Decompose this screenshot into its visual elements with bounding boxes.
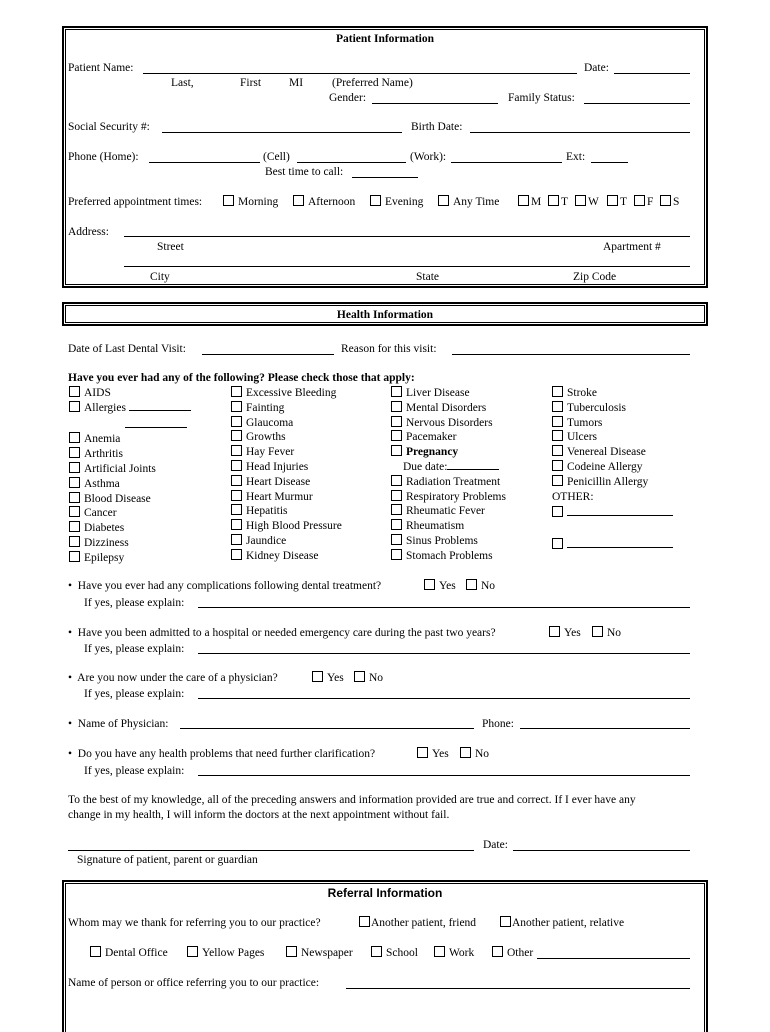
- condition-checkbox[interactable]: [552, 401, 563, 412]
- condition-item[interactable]: [69, 386, 191, 401]
- conditions-col-4: [552, 386, 673, 553]
- attestation-line-2: change in my health, I will inform the doctors at the next appointment without fail.: [68, 809, 450, 821]
- signature-date-label: Date:: [483, 839, 508, 851]
- yes-label: Yes: [432, 748, 449, 760]
- no-label: No: [607, 627, 622, 639]
- time-option-morning[interactable]: [223, 195, 278, 209]
- reason-label: Reason for this visit:: [341, 343, 437, 355]
- condition-checkbox[interactable]: [231, 386, 242, 397]
- day-checkbox[interactable]: [634, 195, 645, 206]
- phone-work-label: (Work):: [410, 151, 447, 163]
- condition-label: Epilepsy: [84, 551, 125, 564]
- referral-relative-option[interactable]: [500, 916, 624, 930]
- q4-no[interactable]: [460, 747, 489, 761]
- last-visit-field[interactable]: [202, 354, 334, 355]
- day-label: T: [561, 196, 569, 208]
- q2-explain-label: If yes, please explain:: [84, 643, 185, 655]
- condition-item[interactable]: [231, 445, 342, 460]
- source-yellow-pages[interactable]: [187, 946, 264, 960]
- birth-date-label: Birth Date:: [411, 121, 463, 133]
- q4-explain-field[interactable]: [198, 775, 690, 776]
- condition-label: Codeine Allergy: [567, 460, 643, 473]
- reason-field[interactable]: [452, 354, 690, 355]
- evening-label: Evening: [385, 196, 424, 208]
- condition-item[interactable]: [391, 519, 506, 534]
- condition-checkbox[interactable]: [69, 432, 80, 443]
- physician-phone-label: Phone:: [482, 718, 514, 730]
- source-school[interactable]: [371, 946, 418, 960]
- condition-label: Mental Disorders: [406, 401, 487, 414]
- day-checkbox[interactable]: [518, 195, 529, 206]
- time-option-afternoon[interactable]: [293, 195, 355, 209]
- condition-checkbox[interactable]: [69, 492, 80, 503]
- other-item-2[interactable]: [552, 536, 673, 553]
- condition-checkbox[interactable]: [391, 519, 402, 530]
- condition-item[interactable]: [231, 490, 342, 505]
- condition-item[interactable]: [231, 519, 342, 534]
- condition-item[interactable]: [69, 447, 191, 462]
- condition-checkbox[interactable]: [391, 416, 402, 427]
- anytime-checkbox[interactable]: [438, 195, 449, 206]
- condition-item[interactable]: [69, 432, 191, 447]
- ssn-field[interactable]: [162, 132, 402, 133]
- ext-label: Ext:: [566, 151, 586, 163]
- condition-item[interactable]: [552, 386, 673, 401]
- condition-label: Heart Murmur: [246, 490, 313, 503]
- physician-name-row: • Name of Physician:: [68, 718, 169, 730]
- condition-item[interactable]: [231, 430, 342, 445]
- day-checkbox[interactable]: [575, 195, 586, 206]
- question-text: Do you have any health problems that need further clarification?: [77, 748, 376, 760]
- condition-label: Tuberculosis: [567, 401, 626, 414]
- day-option-s[interactable]: [660, 195, 679, 209]
- condition-label: High Blood Pressure: [246, 520, 342, 533]
- condition-item[interactable]: [69, 477, 191, 492]
- question-hospital: • Have you been admitted to a hospital or needed emergency care during the past two years?: [68, 627, 496, 639]
- condition-label: Respiratory Problems: [406, 490, 506, 503]
- afternoon-checkbox[interactable]: [293, 195, 304, 206]
- source-checkbox[interactable]: [434, 946, 445, 957]
- family-status-label: Family Status:: [508, 92, 575, 104]
- question-text: Have you ever had any complications following dental treatment?: [77, 580, 382, 592]
- condition-label: Heart Disease: [246, 475, 311, 488]
- source-checkbox[interactable]: [371, 946, 382, 957]
- street-field[interactable]: [124, 236, 690, 237]
- attestation-line-1: To the best of my knowledge, all of the preceding answers and information provided are true and correct. If I ever have any: [68, 794, 636, 806]
- conditions-question: Have you ever had any of the following? Please check those that apply:: [68, 372, 415, 384]
- condition-label: AIDS: [84, 387, 111, 399]
- condition-item[interactable]: [391, 504, 506, 519]
- condition-item[interactable]: [69, 551, 191, 566]
- conditions-col-2: [231, 386, 342, 564]
- birth-date-field[interactable]: [470, 132, 690, 133]
- city-label: City: [150, 271, 170, 283]
- condition-checkbox[interactable]: [391, 549, 402, 560]
- condition-item[interactable]: [231, 401, 342, 416]
- due-date-row[interactable]: [391, 460, 506, 475]
- condition-item[interactable]: [391, 430, 506, 445]
- source-work[interactable]: [434, 946, 474, 960]
- condition-item[interactable]: [552, 475, 673, 490]
- day-option-t[interactable]: [548, 195, 568, 209]
- condition-item[interactable]: [391, 475, 506, 490]
- other-field[interactable]: [567, 504, 673, 516]
- q2-explain-field[interactable]: [198, 653, 690, 654]
- q2-no[interactable]: [592, 626, 621, 640]
- last-label: Last,: [171, 77, 194, 89]
- no-label: No: [475, 748, 490, 760]
- no-checkbox[interactable]: [354, 671, 365, 682]
- condition-checkbox[interactable]: [231, 490, 242, 501]
- condition-checkbox[interactable]: [391, 386, 402, 397]
- condition-label: Growths: [246, 431, 286, 444]
- relative-checkbox[interactable]: [500, 916, 511, 927]
- condition-label: Stroke: [567, 387, 598, 399]
- condition-checkbox[interactable]: [552, 445, 563, 456]
- condition-label: Penicillin Allergy: [567, 475, 649, 488]
- yes-checkbox[interactable]: [424, 579, 435, 590]
- referrer-name-label: Name of person or office referring you to our practice:: [68, 977, 320, 989]
- other-checkbox[interactable]: [552, 506, 563, 517]
- condition-checkbox[interactable]: [391, 445, 402, 456]
- best-time-field[interactable]: [352, 177, 418, 178]
- q3-no[interactable]: [354, 671, 383, 685]
- time-option-anytime[interactable]: [438, 195, 499, 209]
- condition-checkbox[interactable]: [69, 551, 80, 562]
- condition-label: Venereal Disease: [567, 446, 646, 459]
- condition-label: Fainting: [246, 401, 285, 414]
- gender-field[interactable]: [372, 103, 498, 104]
- referral-info-title: Referral Information: [327, 886, 443, 900]
- source-label: Other: [507, 947, 534, 959]
- evening-checkbox[interactable]: [370, 195, 381, 206]
- day-label: T: [620, 196, 628, 208]
- yes-label: Yes: [564, 627, 581, 639]
- signature-field[interactable]: [68, 850, 474, 851]
- no-label: No: [369, 672, 384, 684]
- condition-checkbox[interactable]: [231, 416, 242, 427]
- source-other-field[interactable]: [537, 958, 690, 959]
- phone-home-label: Phone (Home):: [68, 151, 139, 163]
- condition-item[interactable]: [231, 386, 342, 401]
- patient-name-field[interactable]: [143, 73, 577, 74]
- condition-item[interactable]: [391, 549, 506, 564]
- condition-item[interactable]: [231, 460, 342, 475]
- condition-checkbox[interactable]: [69, 401, 80, 412]
- condition-checkbox[interactable]: [391, 534, 402, 545]
- source-newspaper[interactable]: [286, 946, 353, 960]
- condition-item[interactable]: [391, 416, 506, 431]
- condition-label: Cancer: [84, 507, 117, 520]
- ext-field[interactable]: [591, 162, 628, 163]
- condition-checkbox[interactable]: [391, 401, 402, 412]
- condition-checkbox[interactable]: [231, 549, 242, 560]
- source-label: School: [386, 947, 418, 959]
- apartment-label: Apartment #: [603, 241, 661, 253]
- condition-item[interactable]: [552, 401, 673, 416]
- condition-label: Hepatitis: [246, 505, 288, 518]
- time-option-evening[interactable]: [370, 195, 423, 209]
- ssn-label: Social Security #:: [68, 121, 150, 133]
- condition-checkbox[interactable]: [69, 506, 80, 517]
- source-checkbox[interactable]: [187, 946, 198, 957]
- q3-yes[interactable]: [312, 671, 344, 685]
- physician-phone-field[interactable]: [520, 728, 690, 729]
- state-label: State: [416, 271, 439, 283]
- address-label: Address:: [68, 226, 109, 238]
- question-text: Are you now under the care of a physician?: [77, 672, 278, 684]
- yes-checkbox[interactable]: [417, 747, 428, 758]
- q1-explain-field[interactable]: [198, 607, 690, 608]
- condition-checkbox[interactable]: [231, 534, 242, 545]
- source-other[interactable]: [492, 946, 533, 960]
- condition-label: Asthma: [84, 477, 120, 490]
- last-visit-label: Date of Last Dental Visit:: [68, 343, 186, 355]
- q4-explain-label: If yes, please explain:: [84, 765, 185, 777]
- condition-checkbox[interactable]: [69, 462, 80, 473]
- condition-item[interactable]: [231, 504, 342, 519]
- condition-item[interactable]: [69, 506, 191, 521]
- signature-label: Signature of patient, parent or guardian: [77, 854, 258, 866]
- referrer-name-field[interactable]: [346, 988, 690, 989]
- q2-yes[interactable]: [549, 626, 581, 640]
- yes-checkbox[interactable]: [312, 671, 323, 682]
- source-checkbox[interactable]: [492, 946, 503, 957]
- condition-item[interactable]: [69, 462, 191, 477]
- relative-label: Another patient, relative: [512, 917, 625, 929]
- condition-label: Anemia: [84, 433, 121, 446]
- condition-checkbox[interactable]: [69, 536, 80, 547]
- condition-item[interactable]: [552, 416, 673, 431]
- q1-explain-label: If yes, please explain:: [84, 597, 185, 609]
- day-label: M: [531, 196, 542, 208]
- source-dental-office[interactable]: [90, 946, 168, 960]
- condition-item[interactable]: [391, 386, 506, 401]
- referral-friend-option[interactable]: [359, 916, 476, 930]
- condition-checkbox[interactable]: [231, 519, 242, 530]
- condition-label: Sinus Problems: [406, 534, 478, 547]
- condition-item[interactable]: [391, 534, 506, 549]
- patient-name-label: Patient Name:: [68, 62, 134, 74]
- condition-checkbox[interactable]: [552, 386, 563, 397]
- condition-checkbox[interactable]: [552, 460, 563, 471]
- other-item-1[interactable]: [552, 504, 673, 521]
- question-complications: • Have you ever had any complications following dental treatment?: [68, 580, 382, 592]
- question-physician-care: • Are you now under the care of a physician?: [68, 672, 278, 684]
- condition-label: Nervous Disorders: [406, 416, 493, 429]
- date-field[interactable]: [614, 73, 690, 74]
- q3-explain-label: If yes, please explain:: [84, 688, 185, 700]
- other-field[interactable]: [567, 536, 673, 548]
- question-text: Have you been admitted to a hospital or needed emergency care during the past two years?: [77, 627, 496, 639]
- referral-question: Whom may we thank for referring you to our practice?: [68, 917, 321, 929]
- allergies-field-2[interactable]: [69, 416, 191, 433]
- no-checkbox[interactable]: [466, 579, 477, 590]
- no-label: No: [481, 580, 496, 592]
- source-label: Yellow Pages: [202, 947, 265, 959]
- day-option-m[interactable]: [518, 195, 541, 209]
- condition-checkbox[interactable]: [231, 430, 242, 441]
- physician-name-field[interactable]: [180, 728, 474, 729]
- physician-label: Name of Physician:: [77, 718, 169, 730]
- health-info-title: Health Information: [336, 309, 434, 321]
- source-label: Dental Office: [105, 947, 168, 959]
- q1-no[interactable]: [466, 579, 495, 593]
- condition-label: Glaucoma: [246, 416, 294, 429]
- day-label: F: [647, 196, 654, 208]
- q3-explain-field[interactable]: [198, 698, 690, 699]
- condition-item[interactable]: [552, 430, 673, 445]
- q1-yes[interactable]: [424, 579, 456, 593]
- day-option-w[interactable]: [575, 195, 599, 209]
- gender-label: Gender:: [329, 92, 367, 104]
- question-clarification: • Do you have any health problems that need further clarification?: [68, 748, 376, 760]
- preferred-name-label: (Preferred Name): [332, 77, 413, 89]
- first-label: First: [240, 77, 262, 89]
- condition-label: Arthritis: [84, 448, 123, 461]
- condition-label: Head Injuries: [246, 460, 309, 473]
- condition-checkbox[interactable]: [391, 430, 402, 441]
- condition-checkbox[interactable]: [69, 477, 80, 488]
- condition-checkbox[interactable]: [391, 490, 402, 501]
- condition-item[interactable]: [69, 492, 191, 507]
- day-label: S: [673, 196, 680, 208]
- condition-label: Artificial Joints: [84, 462, 156, 475]
- due-date-field[interactable]: [447, 469, 499, 470]
- yes-checkbox[interactable]: [549, 626, 560, 637]
- day-checkbox[interactable]: [548, 195, 559, 206]
- condition-checkbox[interactable]: [231, 460, 242, 471]
- condition-item[interactable]: [552, 445, 673, 460]
- signature-date-field[interactable]: [513, 850, 690, 851]
- condition-item[interactable]: [69, 401, 191, 416]
- yes-label: Yes: [327, 672, 344, 684]
- condition-checkbox[interactable]: [231, 475, 242, 486]
- phone-home-field[interactable]: [149, 162, 260, 163]
- best-time-label: Best time to call:: [265, 166, 344, 178]
- condition-label: Tumors: [567, 416, 603, 429]
- condition-item[interactable]: [231, 549, 342, 564]
- condition-checkbox[interactable]: [69, 521, 80, 532]
- mi-label: MI: [289, 77, 304, 89]
- condition-item[interactable]: [552, 460, 673, 475]
- condition-item[interactable]: [391, 401, 506, 416]
- condition-checkbox[interactable]: [69, 386, 80, 397]
- condition-item[interactable]: [69, 536, 191, 551]
- condition-checkbox[interactable]: [552, 475, 563, 486]
- patient-info-title: Patient Information: [335, 33, 435, 45]
- condition-checkbox[interactable]: [552, 416, 563, 427]
- phone-cell-label: (Cell): [263, 151, 290, 163]
- source-checkbox[interactable]: [286, 946, 297, 957]
- condition-label: Liver Disease: [406, 387, 470, 399]
- condition-checkbox[interactable]: [231, 401, 242, 412]
- yes-label: Yes: [439, 580, 456, 592]
- condition-item[interactable]: [231, 534, 342, 549]
- conditions-col-1: [69, 386, 191, 566]
- condition-checkbox[interactable]: [231, 445, 242, 456]
- source-label: Newspaper: [301, 947, 353, 959]
- condition-label: Excessive Bleeding: [246, 387, 337, 399]
- no-checkbox[interactable]: [592, 626, 603, 637]
- condition-item[interactable]: [231, 416, 342, 431]
- condition-label: Pacemaker: [406, 431, 457, 444]
- condition-label: Allergies: [84, 401, 126, 414]
- family-status-field[interactable]: [584, 103, 690, 104]
- zip-label: Zip Code: [573, 271, 617, 283]
- condition-label: Dizziness: [84, 536, 129, 549]
- other-label: OTHER:: [552, 490, 594, 503]
- morning-checkbox[interactable]: [223, 195, 234, 206]
- source-checkbox[interactable]: [90, 946, 101, 957]
- condition-label: Pregnancy: [406, 446, 459, 459]
- condition-label: Hay Fever: [246, 446, 295, 459]
- due-date-label: Due date:: [403, 460, 448, 473]
- condition-label: Jaundice: [246, 534, 287, 547]
- condition-checkbox[interactable]: [552, 430, 563, 441]
- q4-yes[interactable]: [417, 747, 449, 761]
- phone-work-field[interactable]: [451, 162, 562, 163]
- condition-label: Stomach Problems: [406, 549, 493, 562]
- allergies-field[interactable]: [129, 410, 191, 411]
- condition-item[interactable]: [391, 445, 506, 460]
- friend-label: Another patient, friend: [371, 917, 477, 929]
- conditions-col-3: [391, 386, 506, 564]
- preferred-times-label: Preferred appointment times:: [68, 196, 203, 208]
- anytime-label: Any Time: [453, 196, 500, 208]
- friend-checkbox[interactable]: [359, 916, 370, 927]
- condition-label: Radiation Treatment: [406, 475, 501, 488]
- source-label: Work: [449, 947, 475, 959]
- condition-checkbox[interactable]: [391, 475, 402, 486]
- day-checkbox[interactable]: [607, 195, 618, 206]
- other-checkbox[interactable]: [552, 538, 563, 549]
- afternoon-label: Afternoon: [308, 196, 356, 208]
- day-label: W: [588, 196, 599, 208]
- no-checkbox[interactable]: [460, 747, 471, 758]
- condition-item[interactable]: [391, 490, 506, 505]
- condition-checkbox[interactable]: [391, 504, 402, 515]
- condition-label: Rheumatism: [406, 520, 465, 533]
- city-state-zip-field[interactable]: [124, 266, 690, 267]
- date-label: Date:: [584, 62, 609, 74]
- condition-label: Rheumatic Fever: [406, 505, 485, 518]
- phone-cell-field[interactable]: [297, 162, 406, 163]
- condition-checkbox[interactable]: [231, 504, 242, 515]
- condition-item[interactable]: [231, 475, 342, 490]
- condition-label: Kidney Disease: [246, 549, 319, 562]
- condition-item[interactable]: [69, 521, 191, 536]
- condition-checkbox[interactable]: [69, 447, 80, 458]
- condition-label: Ulcers: [567, 431, 598, 444]
- condition-label: Blood Disease: [84, 492, 151, 505]
- day-option-t2[interactable]: [607, 195, 627, 209]
- street-label: Street: [157, 241, 184, 253]
- condition-label: Diabetes: [84, 522, 125, 535]
- day-option-f[interactable]: [634, 195, 653, 209]
- morning-label: Morning: [238, 196, 279, 208]
- day-checkbox[interactable]: [660, 195, 671, 206]
